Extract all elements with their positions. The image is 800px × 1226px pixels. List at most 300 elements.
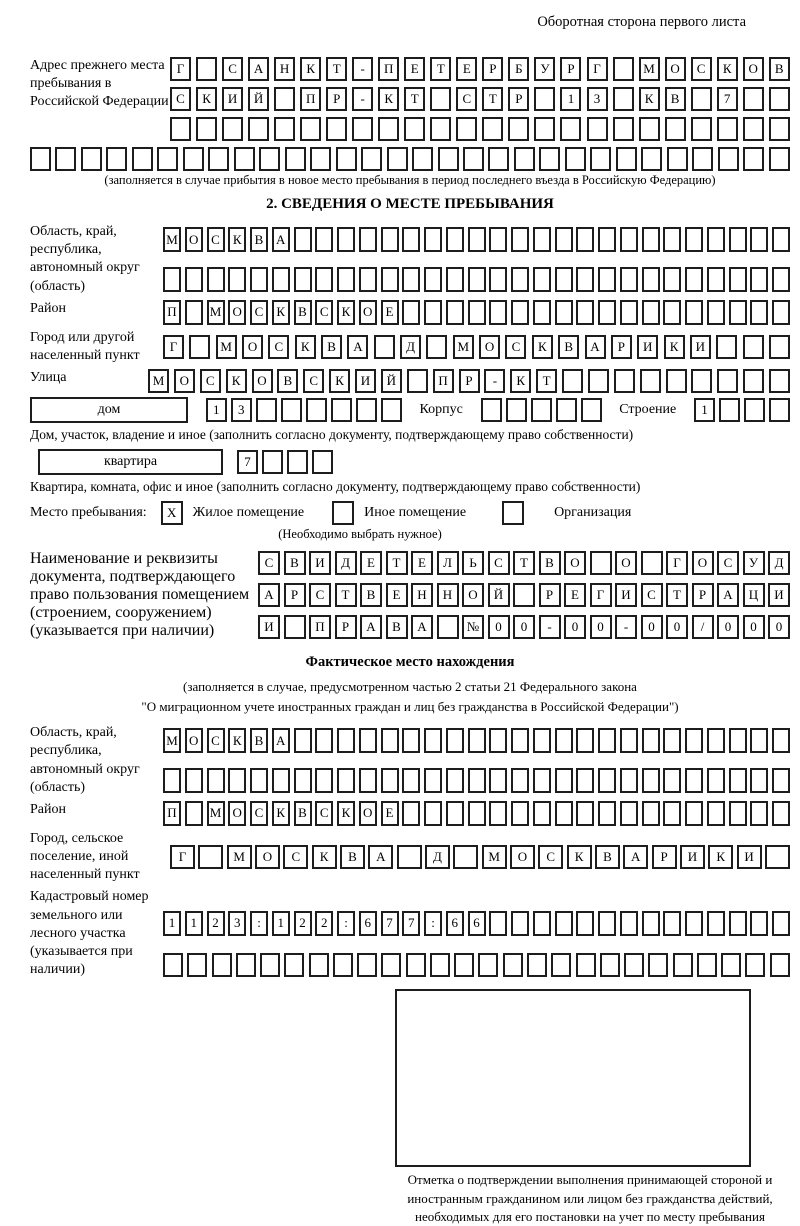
char-cell[interactable]	[533, 300, 551, 325]
char-cell[interactable]	[639, 117, 660, 141]
char-cell[interactable]: С	[641, 583, 663, 607]
char-cell[interactable]	[565, 147, 586, 171]
char-cell[interactable]: И	[222, 87, 243, 111]
char-cell[interactable]: С	[283, 845, 308, 869]
char-cell[interactable]	[406, 953, 426, 977]
char-cell[interactable]: О	[255, 845, 280, 869]
char-cell[interactable]	[424, 300, 442, 325]
char-cell[interactable]: О	[359, 300, 377, 325]
char-cell[interactable]	[183, 147, 204, 171]
char-cell[interactable]	[446, 227, 464, 252]
char-cell[interactable]: Р	[326, 87, 347, 111]
char-cell[interactable]: П	[378, 57, 399, 81]
char-cell[interactable]	[468, 227, 486, 252]
char-cell[interactable]	[228, 768, 246, 793]
char-cell[interactable]	[407, 369, 428, 393]
char-cell[interactable]: 1	[272, 911, 290, 936]
char-cell[interactable]: К	[226, 369, 247, 393]
char-cell[interactable]	[402, 801, 420, 826]
char-cell[interactable]	[446, 801, 464, 826]
char-cell[interactable]: М	[163, 728, 181, 753]
char-cell[interactable]: П	[163, 300, 181, 325]
char-cell[interactable]: О	[228, 801, 246, 826]
char-cell[interactable]	[555, 801, 573, 826]
char-cell[interactable]	[514, 147, 535, 171]
char-cell[interactable]	[381, 768, 399, 793]
char-cell[interactable]	[446, 267, 464, 292]
char-cell[interactable]	[673, 953, 693, 977]
char-cell[interactable]: Ц	[743, 583, 765, 607]
char-cell[interactable]	[533, 768, 551, 793]
char-cell[interactable]	[642, 768, 660, 793]
char-cell[interactable]: 3	[228, 911, 246, 936]
char-cell[interactable]	[272, 768, 290, 793]
char-cell[interactable]	[555, 267, 573, 292]
char-cell[interactable]	[468, 267, 486, 292]
char-cell[interactable]	[424, 227, 442, 252]
char-cell[interactable]: /	[692, 615, 714, 639]
char-cell[interactable]: Л	[437, 551, 459, 575]
char-cell[interactable]	[533, 911, 551, 936]
char-cell[interactable]	[555, 768, 573, 793]
char-cell[interactable]: Т	[335, 583, 357, 607]
char-cell[interactable]	[769, 335, 790, 359]
char-cell[interactable]	[404, 117, 425, 141]
char-cell[interactable]: -	[352, 87, 373, 111]
char-cell[interactable]	[262, 450, 283, 474]
char-cell[interactable]	[663, 911, 681, 936]
char-cell[interactable]	[642, 227, 660, 252]
char-cell[interactable]: -	[484, 369, 505, 393]
char-cell[interactable]: Е	[381, 300, 399, 325]
char-cell[interactable]: О	[564, 551, 586, 575]
char-cell[interactable]	[333, 953, 353, 977]
char-cell[interactable]: А	[258, 583, 280, 607]
char-cell[interactable]: О	[692, 551, 714, 575]
char-cell[interactable]	[685, 768, 703, 793]
char-cell[interactable]: -	[352, 57, 373, 81]
char-cell[interactable]: М	[482, 845, 507, 869]
char-cell[interactable]	[189, 335, 210, 359]
char-cell[interactable]: Б	[508, 57, 529, 81]
char-cell[interactable]: О	[743, 57, 764, 81]
char-cell[interactable]	[402, 267, 420, 292]
char-cell[interactable]	[743, 147, 764, 171]
char-cell[interactable]: С	[222, 57, 243, 81]
char-cell[interactable]	[381, 953, 401, 977]
char-cell[interactable]: А	[248, 57, 269, 81]
char-cell[interactable]: Й	[248, 87, 269, 111]
char-cell[interactable]: 3	[231, 398, 252, 422]
char-cell[interactable]: Е	[456, 57, 477, 81]
char-cell[interactable]: У	[534, 57, 555, 81]
char-cell[interactable]	[562, 369, 583, 393]
char-cell[interactable]	[576, 300, 594, 325]
char-cell[interactable]	[729, 728, 747, 753]
char-cell[interactable]	[488, 147, 509, 171]
char-cell[interactable]: О	[359, 801, 377, 826]
char-cell[interactable]	[555, 911, 573, 936]
char-cell[interactable]	[533, 801, 551, 826]
char-cell[interactable]: :	[250, 911, 268, 936]
char-cell[interactable]	[163, 267, 181, 292]
char-cell[interactable]	[590, 147, 611, 171]
char-cell[interactable]	[769, 87, 790, 111]
char-cell[interactable]	[352, 117, 373, 141]
char-cell[interactable]: 7	[717, 87, 738, 111]
char-cell[interactable]	[769, 117, 790, 141]
char-cell[interactable]: 1	[185, 911, 203, 936]
char-cell[interactable]	[533, 267, 551, 292]
char-cell[interactable]	[312, 450, 333, 474]
char-cell[interactable]: В	[539, 551, 561, 575]
char-cell[interactable]	[361, 147, 382, 171]
char-cell[interactable]: 1	[206, 398, 227, 422]
char-cell[interactable]: С	[505, 335, 526, 359]
char-cell[interactable]	[769, 369, 790, 393]
char-cell[interactable]	[600, 953, 620, 977]
char-cell[interactable]	[534, 117, 555, 141]
char-cell[interactable]: О	[665, 57, 686, 81]
char-cell[interactable]: И	[737, 845, 762, 869]
char-cell[interactable]: С	[250, 801, 268, 826]
char-cell[interactable]: С	[250, 300, 268, 325]
char-cell[interactable]: С	[309, 583, 331, 607]
char-cell[interactable]	[539, 147, 560, 171]
char-cell[interactable]: Д	[425, 845, 450, 869]
char-cell[interactable]	[576, 801, 594, 826]
char-cell[interactable]	[534, 87, 555, 111]
char-cell[interactable]	[468, 801, 486, 826]
char-cell[interactable]: Р	[284, 583, 306, 607]
char-cell[interactable]	[309, 953, 329, 977]
char-cell[interactable]: И	[690, 335, 711, 359]
char-cell[interactable]	[315, 227, 333, 252]
char-cell[interactable]	[614, 369, 635, 393]
char-cell[interactable]: С	[303, 369, 324, 393]
char-cell[interactable]	[691, 369, 712, 393]
char-cell[interactable]: А	[347, 335, 368, 359]
char-cell[interactable]	[721, 953, 741, 977]
char-cell[interactable]: В	[360, 583, 382, 607]
char-cell[interactable]: -	[615, 615, 637, 639]
char-cell[interactable]	[598, 728, 616, 753]
char-cell[interactable]: В	[665, 87, 686, 111]
char-cell[interactable]	[511, 300, 529, 325]
char-cell[interactable]	[337, 227, 355, 252]
char-cell[interactable]: Г	[666, 551, 688, 575]
char-cell[interactable]: Т	[430, 57, 451, 81]
char-cell[interactable]: 3	[587, 87, 608, 111]
char-cell[interactable]	[424, 728, 442, 753]
char-cell[interactable]: К	[378, 87, 399, 111]
char-cell[interactable]	[310, 147, 331, 171]
char-cell[interactable]	[284, 615, 306, 639]
char-cell[interactable]	[642, 801, 660, 826]
char-cell[interactable]: П	[309, 615, 331, 639]
char-cell[interactable]	[555, 728, 573, 753]
char-cell[interactable]	[402, 227, 420, 252]
char-cell[interactable]: 0	[564, 615, 586, 639]
char-cell[interactable]	[772, 801, 790, 826]
char-cell[interactable]: И	[615, 583, 637, 607]
char-cell[interactable]: О	[228, 300, 246, 325]
char-cell[interactable]	[648, 953, 668, 977]
char-cell[interactable]	[248, 117, 269, 141]
char-cell[interactable]: :	[424, 911, 442, 936]
char-cell[interactable]	[256, 398, 277, 422]
char-cell[interactable]	[381, 227, 399, 252]
char-cell[interactable]: А	[272, 728, 290, 753]
char-cell[interactable]: 2	[207, 911, 225, 936]
char-cell[interactable]	[555, 300, 573, 325]
char-cell[interactable]	[274, 117, 295, 141]
char-cell[interactable]: №	[462, 615, 484, 639]
char-cell[interactable]: Р	[482, 57, 503, 81]
char-cell[interactable]	[613, 87, 634, 111]
char-cell[interactable]	[196, 117, 217, 141]
char-cell[interactable]: 0	[743, 615, 765, 639]
char-cell[interactable]	[468, 300, 486, 325]
char-cell[interactable]	[287, 450, 308, 474]
char-cell[interactable]	[663, 801, 681, 826]
char-cell[interactable]: 7	[381, 911, 399, 936]
char-cell[interactable]	[719, 398, 740, 422]
char-cell[interactable]: К	[228, 728, 246, 753]
char-cell[interactable]: С	[488, 551, 510, 575]
char-cell[interactable]	[772, 300, 790, 325]
char-cell[interactable]	[685, 300, 703, 325]
char-cell[interactable]: Д	[768, 551, 790, 575]
char-cell[interactable]	[463, 147, 484, 171]
char-cell[interactable]	[685, 728, 703, 753]
char-cell[interactable]	[456, 117, 477, 141]
char-cell[interactable]	[665, 117, 686, 141]
char-cell[interactable]: И	[309, 551, 331, 575]
char-cell[interactable]	[446, 728, 464, 753]
char-cell[interactable]	[430, 87, 451, 111]
char-cell[interactable]	[381, 398, 402, 422]
char-cell[interactable]: С	[456, 87, 477, 111]
char-cell[interactable]: К	[664, 335, 685, 359]
char-cell[interactable]	[667, 147, 688, 171]
char-cell[interactable]: О	[252, 369, 273, 393]
char-cell[interactable]	[620, 911, 638, 936]
char-cell[interactable]	[598, 768, 616, 793]
char-cell[interactable]	[212, 953, 232, 977]
char-cell[interactable]	[707, 801, 725, 826]
char-cell[interactable]	[707, 300, 725, 325]
char-cell[interactable]	[315, 728, 333, 753]
char-cell[interactable]	[359, 227, 377, 252]
char-cell[interactable]	[613, 117, 634, 141]
checkbox-other-premises[interactable]	[332, 501, 354, 525]
char-cell[interactable]: М	[639, 57, 660, 81]
char-cell[interactable]: 0	[590, 615, 612, 639]
char-cell[interactable]	[359, 768, 377, 793]
char-cell[interactable]: 1	[560, 87, 581, 111]
char-cell[interactable]	[424, 801, 442, 826]
char-cell[interactable]: О	[615, 551, 637, 575]
char-cell[interactable]	[772, 267, 790, 292]
char-cell[interactable]	[81, 147, 102, 171]
char-cell[interactable]	[717, 369, 738, 393]
char-cell[interactable]	[430, 117, 451, 141]
char-cell[interactable]	[576, 953, 596, 977]
char-cell[interactable]	[326, 117, 347, 141]
char-cell[interactable]	[294, 267, 312, 292]
char-cell[interactable]	[750, 801, 768, 826]
char-cell[interactable]	[359, 728, 377, 753]
char-cell[interactable]	[663, 768, 681, 793]
char-cell[interactable]: В	[277, 369, 298, 393]
char-cell[interactable]	[620, 267, 638, 292]
char-cell[interactable]	[424, 768, 442, 793]
char-cell[interactable]	[506, 398, 527, 422]
char-cell[interactable]: 1	[694, 398, 715, 422]
char-cell[interactable]	[691, 117, 712, 141]
char-cell[interactable]	[576, 768, 594, 793]
char-cell[interactable]	[250, 768, 268, 793]
char-cell[interactable]	[663, 267, 681, 292]
char-cell[interactable]: С	[200, 369, 221, 393]
char-cell[interactable]: В	[250, 728, 268, 753]
char-cell[interactable]: К	[196, 87, 217, 111]
char-cell[interactable]	[489, 768, 507, 793]
char-cell[interactable]	[185, 801, 203, 826]
char-cell[interactable]: М	[163, 227, 181, 252]
char-cell[interactable]: 2	[315, 911, 333, 936]
char-cell[interactable]	[378, 117, 399, 141]
char-cell[interactable]	[294, 728, 312, 753]
char-cell[interactable]: Т	[666, 583, 688, 607]
char-cell[interactable]: В	[294, 300, 312, 325]
char-cell[interactable]	[402, 768, 420, 793]
char-cell[interactable]	[489, 911, 507, 936]
char-cell[interactable]: К	[708, 845, 733, 869]
char-cell[interactable]	[729, 768, 747, 793]
char-cell[interactable]: :	[337, 911, 355, 936]
char-cell[interactable]	[437, 615, 459, 639]
char-cell[interactable]	[381, 267, 399, 292]
char-cell[interactable]: Г	[170, 845, 195, 869]
char-cell[interactable]	[613, 57, 634, 81]
char-cell[interactable]: К	[300, 57, 321, 81]
char-cell[interactable]	[642, 267, 660, 292]
char-cell[interactable]	[489, 728, 507, 753]
char-cell[interactable]	[281, 398, 302, 422]
char-cell[interactable]	[236, 953, 256, 977]
char-cell[interactable]	[198, 845, 223, 869]
char-cell[interactable]	[511, 728, 529, 753]
char-cell[interactable]	[531, 398, 552, 422]
char-cell[interactable]	[620, 801, 638, 826]
char-cell[interactable]: П	[433, 369, 454, 393]
char-cell[interactable]: И	[258, 615, 280, 639]
char-cell[interactable]: К	[337, 300, 355, 325]
char-cell[interactable]	[697, 953, 717, 977]
char-cell[interactable]: 0	[513, 615, 535, 639]
char-cell[interactable]	[430, 953, 450, 977]
char-cell[interactable]	[511, 801, 529, 826]
char-cell[interactable]: С	[315, 300, 333, 325]
char-cell[interactable]	[306, 398, 327, 422]
char-cell[interactable]	[272, 267, 290, 292]
char-cell[interactable]: К	[337, 801, 355, 826]
char-cell[interactable]	[481, 398, 502, 422]
char-cell[interactable]: В	[250, 227, 268, 252]
char-cell[interactable]: Р	[508, 87, 529, 111]
char-cell[interactable]: К	[532, 335, 553, 359]
char-cell[interactable]	[692, 147, 713, 171]
char-cell[interactable]	[489, 227, 507, 252]
char-cell[interactable]	[387, 147, 408, 171]
char-cell[interactable]: М	[148, 369, 169, 393]
char-cell[interactable]	[691, 87, 712, 111]
char-cell[interactable]	[489, 267, 507, 292]
char-cell[interactable]: Р	[652, 845, 677, 869]
char-cell[interactable]: Г	[590, 583, 612, 607]
char-cell[interactable]	[707, 267, 725, 292]
char-cell[interactable]	[750, 227, 768, 252]
char-cell[interactable]	[707, 768, 725, 793]
char-cell[interactable]: В	[558, 335, 579, 359]
char-cell[interactable]: И	[680, 845, 705, 869]
char-cell[interactable]: Е	[381, 801, 399, 826]
char-cell[interactable]: М	[453, 335, 474, 359]
char-cell[interactable]	[581, 398, 602, 422]
char-cell[interactable]: С	[170, 87, 191, 111]
char-cell[interactable]	[331, 398, 352, 422]
char-cell[interactable]: О	[462, 583, 484, 607]
char-cell[interactable]: К	[272, 300, 290, 325]
char-cell[interactable]: Е	[411, 551, 433, 575]
char-cell[interactable]	[207, 768, 225, 793]
char-cell[interactable]: 2	[294, 911, 312, 936]
char-cell[interactable]: П	[300, 87, 321, 111]
char-cell[interactable]: В	[284, 551, 306, 575]
char-cell[interactable]	[446, 768, 464, 793]
char-cell[interactable]	[250, 267, 268, 292]
char-cell[interactable]: С	[691, 57, 712, 81]
char-cell[interactable]: В	[294, 801, 312, 826]
char-cell[interactable]	[641, 147, 662, 171]
char-cell[interactable]	[337, 768, 355, 793]
char-cell[interactable]	[234, 147, 255, 171]
char-cell[interactable]	[30, 147, 51, 171]
char-cell[interactable]: У	[743, 551, 765, 575]
char-cell[interactable]	[55, 147, 76, 171]
char-cell[interactable]	[185, 300, 203, 325]
char-cell[interactable]	[551, 953, 571, 977]
char-cell[interactable]	[511, 227, 529, 252]
char-cell[interactable]	[185, 267, 203, 292]
char-cell[interactable]: К	[639, 87, 660, 111]
char-cell[interactable]	[685, 227, 703, 252]
char-cell[interactable]	[729, 300, 747, 325]
char-cell[interactable]	[513, 583, 535, 607]
char-cell[interactable]	[453, 845, 478, 869]
char-cell[interactable]	[356, 398, 377, 422]
char-cell[interactable]	[132, 147, 153, 171]
char-cell[interactable]: 6	[446, 911, 464, 936]
char-cell[interactable]	[707, 911, 725, 936]
char-cell[interactable]	[642, 911, 660, 936]
char-cell[interactable]: С	[207, 728, 225, 753]
char-cell[interactable]	[576, 911, 594, 936]
char-cell[interactable]	[729, 801, 747, 826]
char-cell[interactable]	[196, 57, 217, 81]
